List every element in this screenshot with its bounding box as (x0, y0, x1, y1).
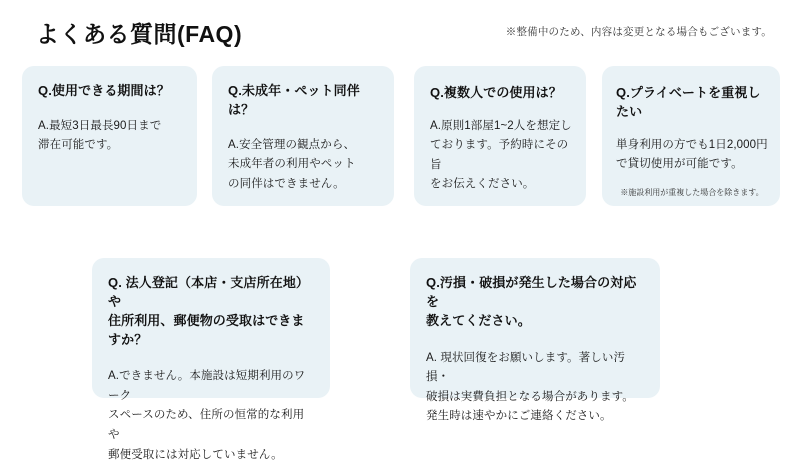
faq-answer (228, 136, 380, 195)
faq-card (410, 258, 660, 423)
faq-answer-line: A.原則1部屋1~2人を想定し (430, 119, 572, 132)
faq-question: Q.複数人での使用は？ (430, 85, 562, 100)
faq-card (414, 66, 586, 206)
faq-card (22, 66, 197, 206)
faq-answer-line: 未成年者の利用やペット (228, 158, 356, 171)
faq-answer-line: A.最短3日最長90日まで (38, 119, 162, 132)
faq-answer-line: A. 現状回復をお願いします。著しい汚損・ (426, 351, 626, 384)
faq-answer (430, 117, 572, 195)
faq-answer (108, 367, 314, 465)
faq-answer-line: 単身利用の方でも1日2,000円 (616, 138, 768, 151)
faq-question (426, 274, 644, 331)
page-title: よくある質問(FAQ) (36, 21, 243, 47)
faq-answer-line: の同伴はできません。 (228, 177, 345, 190)
faq-card (92, 258, 330, 461)
faq-question-line: 教えてください。 (426, 312, 531, 328)
faq-answer-line: 発生時は速やかにご連絡ください。 (426, 410, 612, 423)
faq-card (602, 66, 780, 206)
faq-question-line: Q.汚損・破損が発生した場合の対応を (426, 275, 637, 309)
faq-answer-line: で貸切使用が可能です。 (616, 158, 743, 171)
faq-answer-line: 滞在可能です。 (38, 139, 119, 152)
faq-question-line: 住所利用、郵便物の受取はできますか？ (108, 312, 305, 347)
faq-answer-line: ております。予約時にその旨 (430, 139, 569, 171)
faq-answer-line: スペースのため、住所の恒常的な利用や (108, 409, 305, 442)
faq-answer (38, 117, 183, 156)
faq-question (108, 274, 314, 349)
faq-question: Q.プライベートを重視したい (616, 85, 761, 119)
faq-card (212, 66, 394, 206)
faq-answer-line: A.できません。本施設は短期利用のワーク (108, 370, 306, 402)
faq-answer (426, 349, 644, 427)
faq-answer-line: 破損は実費負担となる場合があります。 (426, 390, 634, 403)
faq-question-line: Q. 法人登記（本店・支店所在地）や (108, 275, 310, 309)
faq-answer-line: 郵便受取には対応していません。 (108, 448, 283, 461)
faq-answer-line: をお伝えください。 (430, 178, 535, 191)
header-note: ※整備中のため、内容は変更となる場合もございます。 (505, 26, 772, 38)
faq-question: Q.使用できる期間は？ (38, 83, 170, 98)
faq-footnote: ※施設利用が重複した場合を除きます。 (620, 187, 764, 197)
faq-answer (616, 136, 768, 175)
faq-question: Q.未成年・ペット同伴は？ (228, 83, 360, 117)
faq-answer-line: A.安全管理の観点から、 (228, 138, 356, 151)
